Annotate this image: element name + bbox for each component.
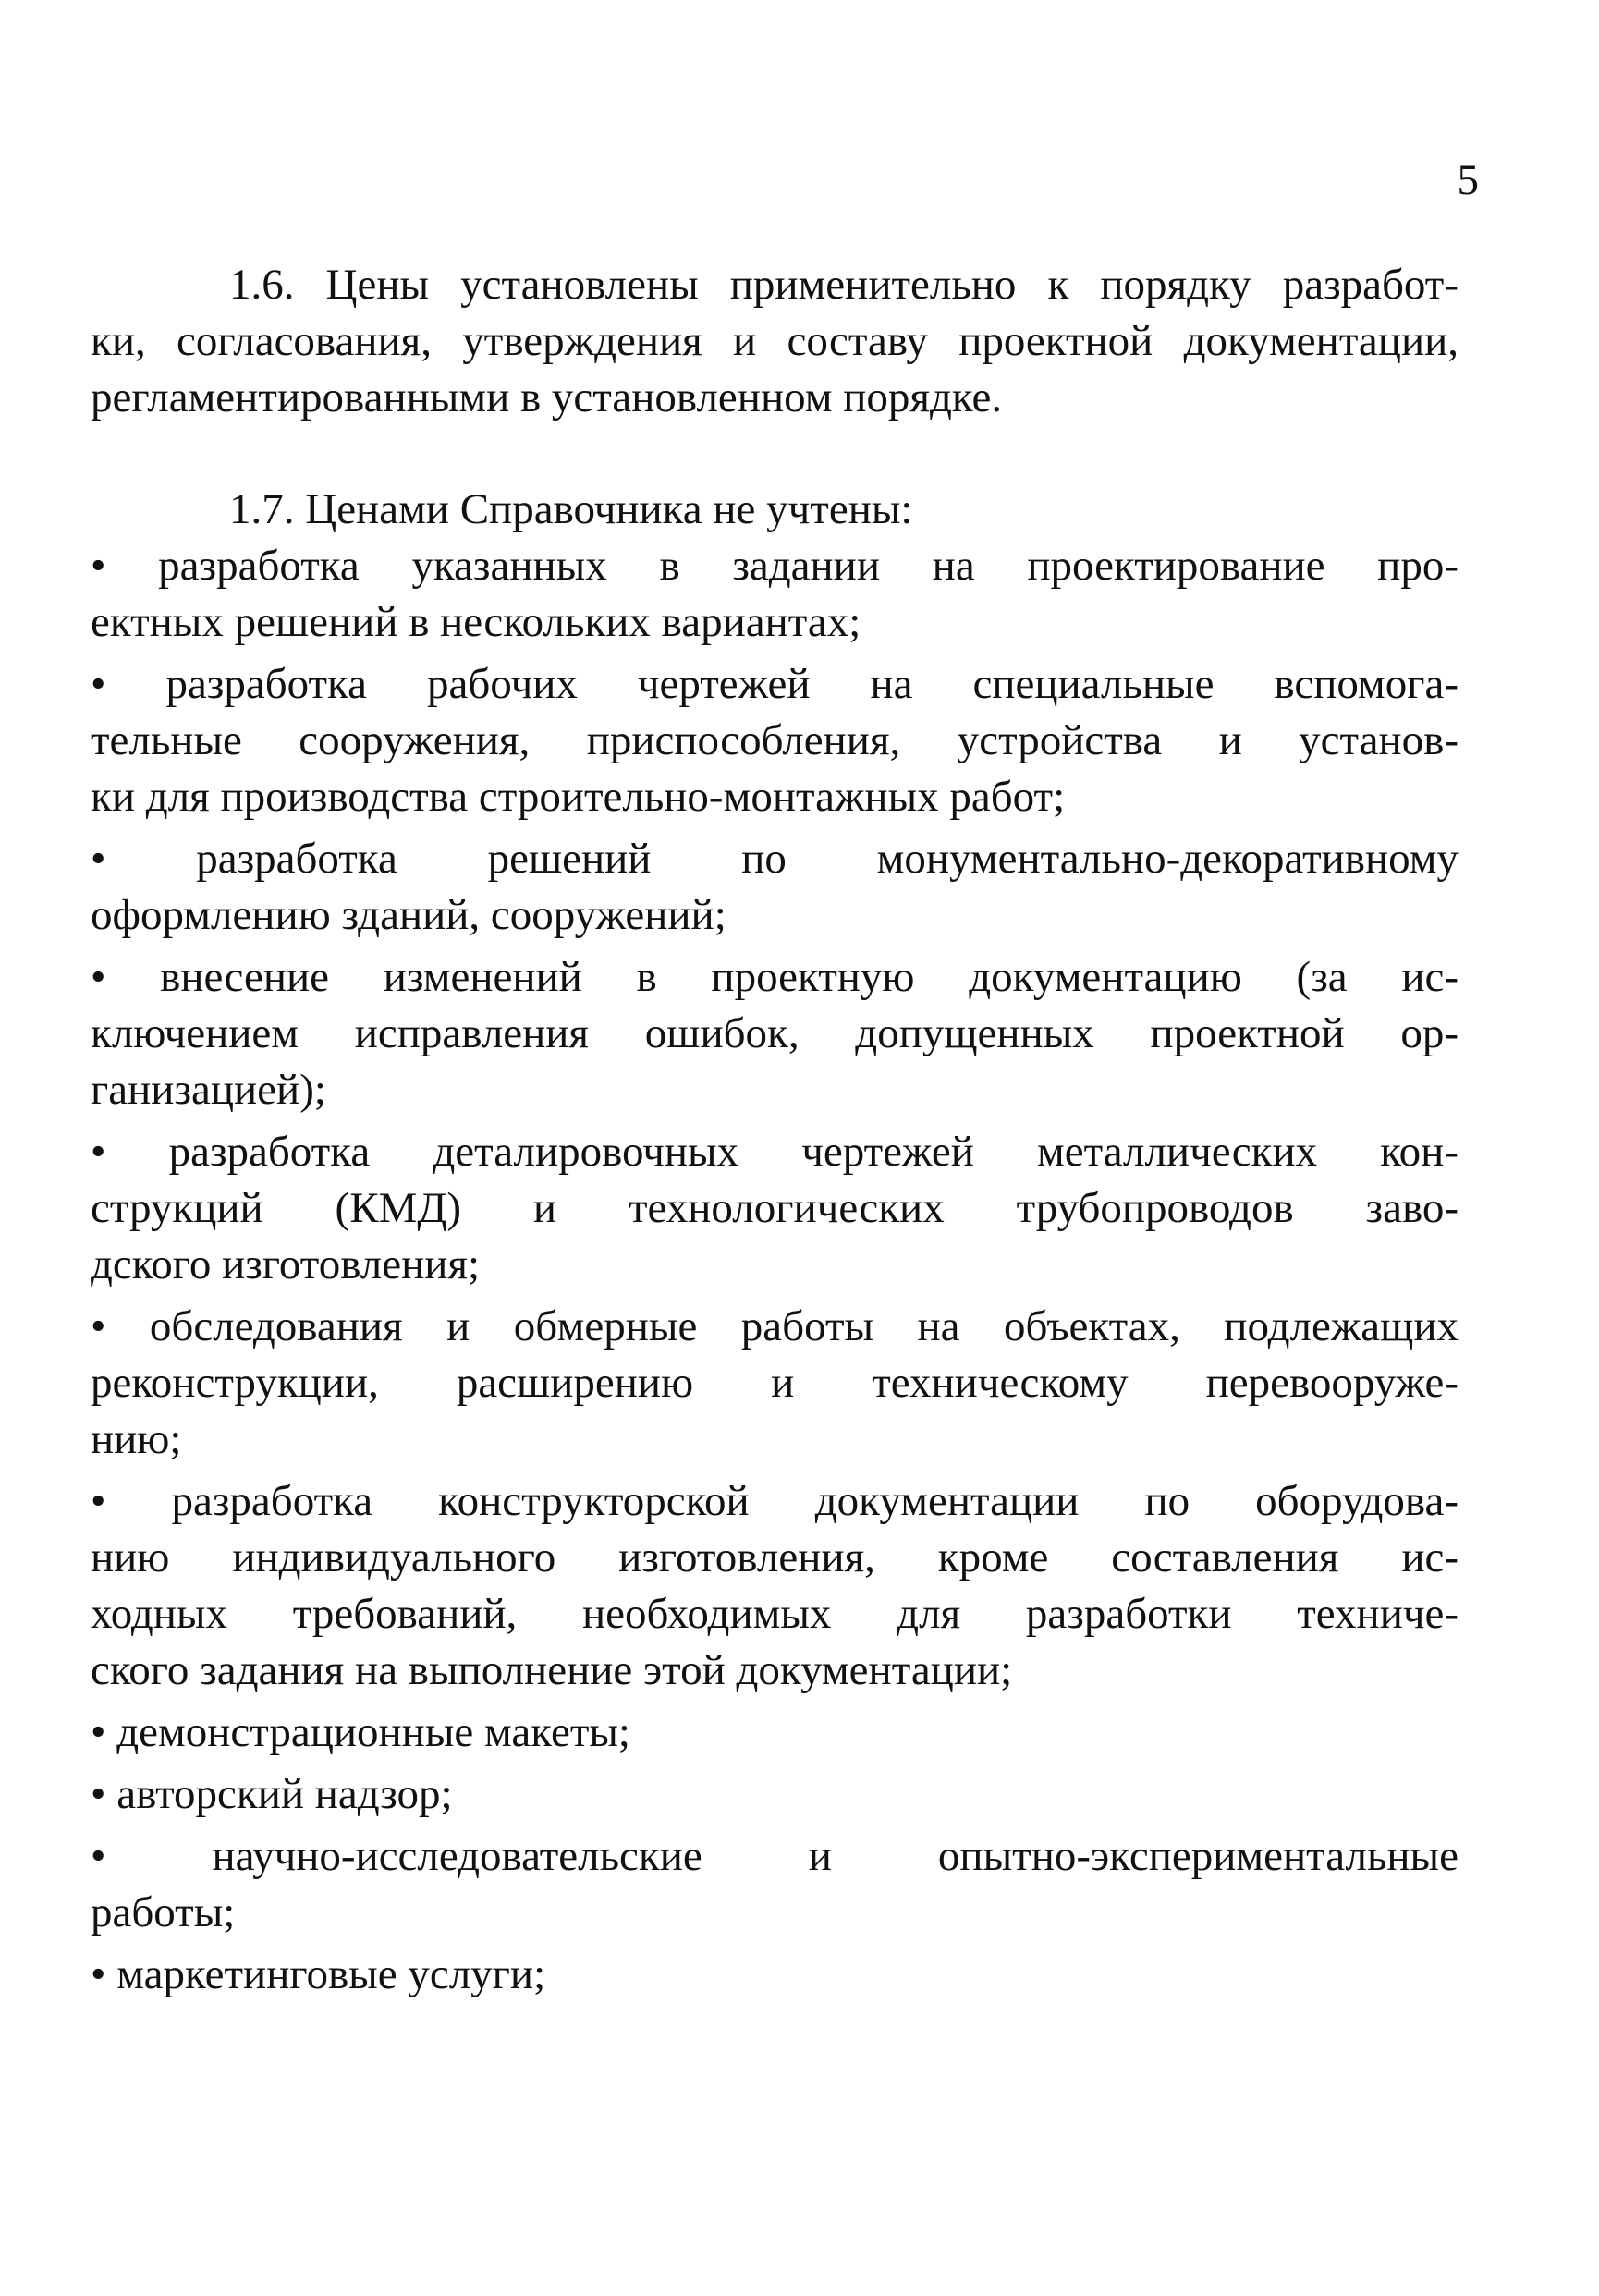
list-item-line: • разработка указанных в задании на проектирование про- (91, 542, 1459, 590)
list-item-line: нию; (91, 1415, 182, 1463)
list-item (91, 1124, 1459, 1293)
list-item-line: • демонстрационные макеты; (91, 1708, 630, 1756)
list-item (91, 1299, 1459, 1468)
list-item (91, 538, 1459, 651)
paragraph-line: 1.6. Цены установлены применительно к порядку разработ- (229, 261, 1459, 309)
list-item-line: • научно-исследовательские и опытно-экспериментальные (91, 1832, 1459, 1880)
list-item-line: реконструкции, расширению и техническому перевооруже- (91, 1359, 1459, 1407)
list-item (91, 949, 1459, 1118)
list-item-line: • разработка конструкторской документации по оборудова- (91, 1477, 1459, 1525)
list-item-line: ского задания на выполнение этой документации; (91, 1646, 1013, 1694)
section-heading: 1.7. Ценами Справочника не учтены: (229, 485, 913, 533)
list-item-line: ганизацией); (91, 1066, 326, 1114)
list-item (91, 1947, 1459, 2003)
list-item-line: • разработка деталировочных чертежей металлических кон- (91, 1128, 1459, 1176)
list-item-line: работы; (91, 1888, 236, 1936)
list-item-line: • авторский надзор; (91, 1770, 453, 1818)
list-item-line: нию индивидуального изготовления, кроме составления ис- (91, 1533, 1459, 1582)
page-number: 5 (1457, 156, 1479, 204)
list-item-line: ходных требований, необходимых для разработки техниче- (91, 1590, 1459, 1638)
list-item-line: ектных решений в нескольких вариантах; (91, 598, 861, 646)
list-item-line: ки для производства строительно-монтажных работ; (91, 773, 1066, 821)
paragraph-line: ки, согласования, утверждения и составу проектной документации, (91, 317, 1459, 365)
list-item (91, 831, 1459, 944)
list-item-line: • внесение изменений в проектную документацию (за ис- (91, 953, 1459, 1001)
page-content (91, 257, 1459, 2003)
list-item-line: • обследования и обмерные работы на объектах, подлежащих (91, 1302, 1459, 1350)
paragraph-line: регламентированными в установленном порядке. (91, 373, 1003, 421)
list-item (91, 1704, 1459, 1761)
list-item-line: тельные сооружения, приспособления, устройства и установ- (91, 716, 1459, 764)
list-item-line: • маркетинговые услуги; (91, 1950, 546, 1998)
list-item (91, 1766, 1459, 1823)
list-item-line: • разработка рабочих чертежей на специальные вспомога- (91, 660, 1459, 708)
list-item (91, 1828, 1459, 1941)
list-item-line: дского изготовления; (91, 1240, 481, 1288)
list-item-line: ключением исправления ошибок, допущенных проектной ор- (91, 1009, 1459, 1057)
list-item-line: струкций (КМД) и технологических трубопроводов заво- (91, 1184, 1459, 1232)
list-item (91, 1473, 1459, 1699)
section-1-7 (91, 482, 1459, 2003)
list-item-line: оформлению зданий, сооружений; (91, 891, 726, 939)
list-item-line: • разработка решений по монументально-декоративному (91, 835, 1459, 883)
section-1-6 (91, 257, 1459, 426)
list-item (91, 656, 1459, 825)
